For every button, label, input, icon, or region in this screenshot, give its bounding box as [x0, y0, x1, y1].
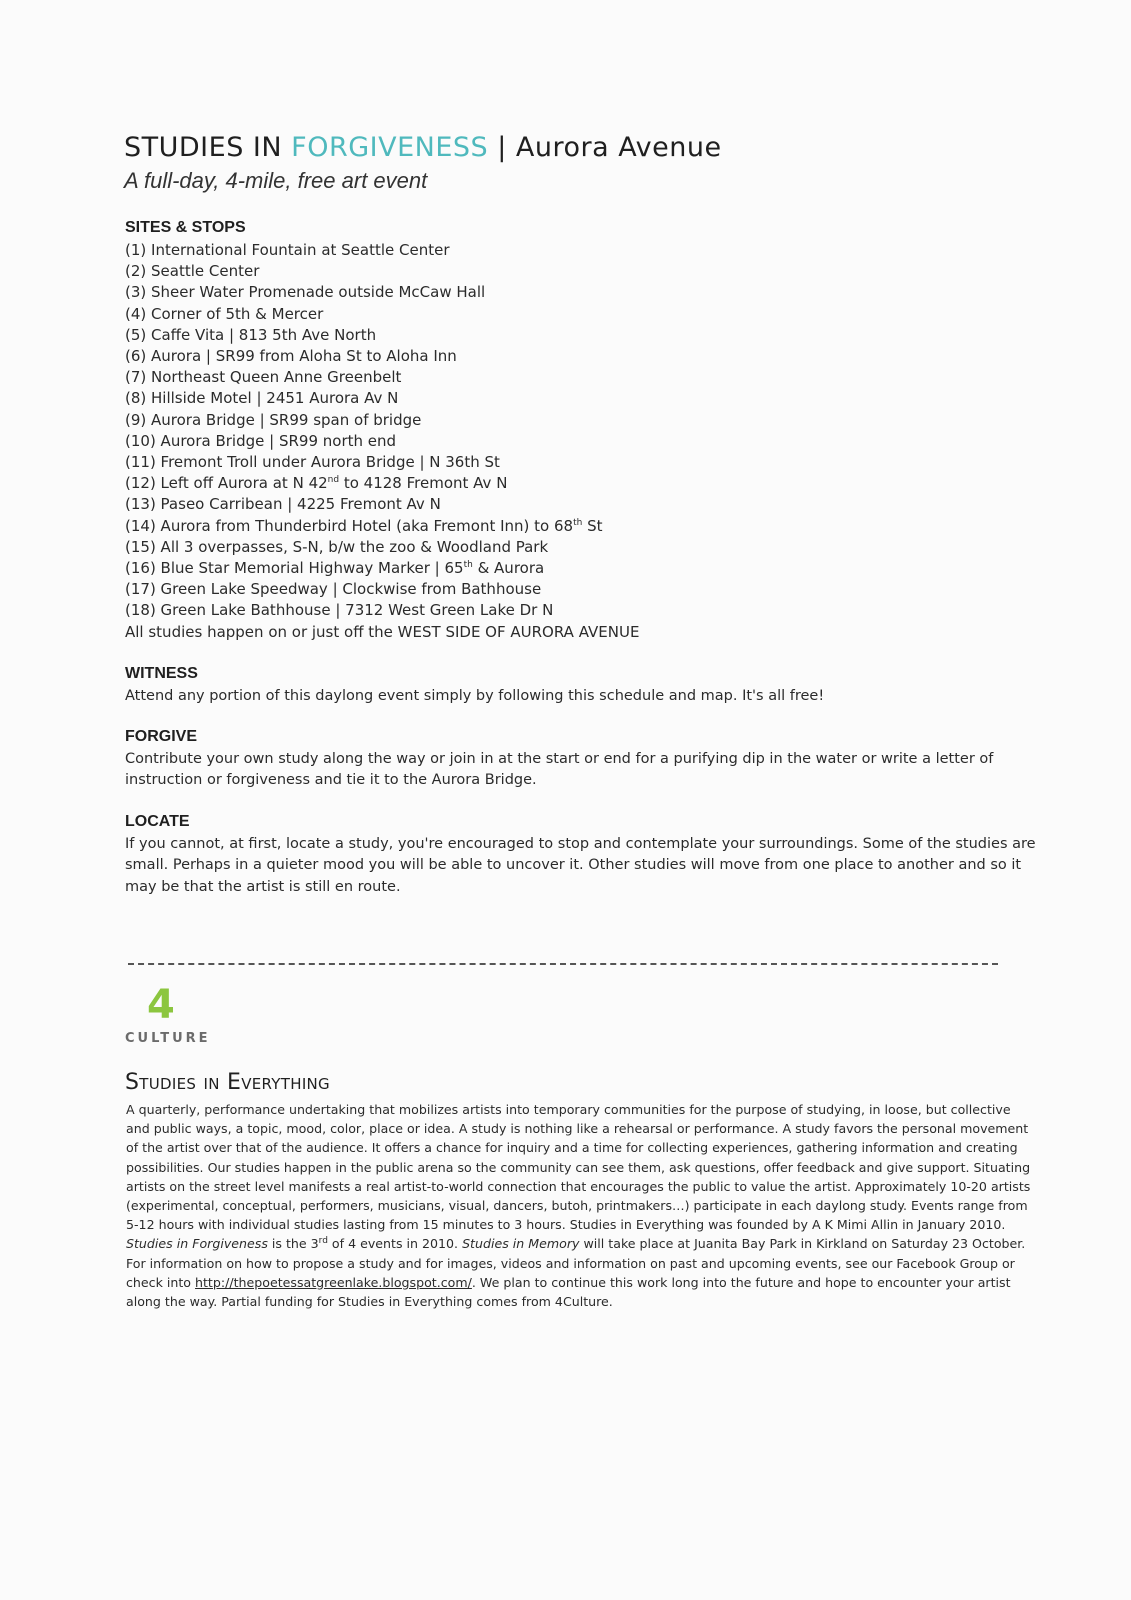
- stop-item: (7) Northeast Queen Anne Greenbelt: [125, 368, 402, 387]
- page-subtitle: A full-day, 4-mile, free art event: [124, 168, 428, 193]
- sites-heading: SITES & STOPS: [125, 219, 246, 236]
- stop-item-16: [125, 558, 1045, 579]
- logo-numeral: 4: [147, 982, 175, 1028]
- forgive-section: [125, 726, 1045, 792]
- locate-text: If you cannot, at first, locate a study, you're encouraged to stop and contemplate your surroundings. Some of the studies are small. Perhaps in a quieter mood you will be able to uncover it. Other studies will move from one place to another and so it may be that the artist is still en route.: [125, 836, 1036, 895]
- logo-word: CULTURE: [125, 1031, 211, 1046]
- title-part-1: STUDIES IN: [124, 132, 292, 163]
- stop-item: (10) Aurora Bridge | SR99 north end: [125, 431, 397, 450]
- witness-section: [125, 663, 1045, 707]
- everything-text-2: is the 3: [267, 1236, 319, 1252]
- stop-item: (9) Aurora Bridge | SR99 span of bridge: [125, 410, 422, 429]
- stop-item-14: [125, 516, 1045, 537]
- stop-item-12: [125, 473, 1045, 494]
- stop-12-text-a: (12) Left off Aurora at N 42: [125, 474, 328, 493]
- stop-item: (1) International Fountain at Seattle Center: [125, 241, 450, 259]
- stop-14-text-b: St: [582, 516, 603, 535]
- stop-item: (8) Hillside Motel | 2451 Aurora Av N: [125, 389, 399, 408]
- everything-text-4: will take place at Juanita Bay Park in Kirkland on Saturday 23 October. For information on how to propose a study and for images, videos and information on past and upcoming events, see our Facebook Group or check into: [126, 1236, 1026, 1290]
- stop-item: (13) Paseo Carribean | 4225 Fremont Av N: [125, 495, 441, 514]
- forgive-heading: FORGIVE: [125, 728, 198, 745]
- everything-italic-memory: Studies in Memory: [462, 1236, 580, 1252]
- stop-item: (15) All 3 overpasses, S-N, b/w the zoo & Woodland Park: [125, 537, 549, 556]
- 4culture-logo: [125, 983, 225, 1053]
- stop-14-text-a: (14) Aurora from Thunderbird Hotel (aka Fremont Inn) to 68: [125, 516, 574, 535]
- stop-item: (5) Caffe Vita | 813 5th Ave North: [125, 325, 377, 344]
- title-accent-forgiveness: FORGIVENESS: [291, 132, 489, 163]
- everything-italic-forgiveness: Studies in Forgiveness: [126, 1236, 268, 1252]
- stop-16-text-b: & Aurora: [472, 559, 545, 578]
- stop-item: (2) Seattle Center: [125, 262, 260, 281]
- dashed-divider: [128, 963, 998, 965]
- stop-item: (18) Green Lake Bathhouse | 7312 West Green Lake Dr N: [125, 601, 554, 620]
- forgive-text: Contribute your own study along the way or join in at the start or end for a purifying dip in the water or write a letter of instruction or forgiveness and tie it to the Aurora Bridge.: [125, 751, 994, 789]
- stop-12-sup: nd: [327, 475, 340, 486]
- stop-item: (6) Aurora | SR99 from Aloha St to Aloha Inn: [125, 347, 457, 366]
- witness-text: Attend any portion of this daylong event simply by following this schedule and map. It's all free!: [125, 688, 825, 704]
- stop-item: (4) Corner of 5th & Mercer: [125, 304, 324, 323]
- everything-text-5: . We plan to continue this work long into the future and hope to encounter your artist along the way. Partial funding for Studies in Everything comes from 4Culture.: [126, 1274, 1011, 1310]
- everything-title: Studies in Everything: [125, 1070, 330, 1095]
- stop-12-text-b: to 4128 Fremont Av N: [339, 474, 508, 493]
- everything-body: [126, 1100, 1036, 1311]
- stops-list: [125, 240, 1045, 643]
- stop-item: (3) Sheer Water Promenade outside McCaw Hall: [125, 283, 486, 302]
- stop-item: (11) Fremont Troll under Aurora Bridge | N 36th St: [125, 453, 500, 472]
- everything-text-1: A quarterly, performance undertaking that mobilizes artists into temporary communities for the purpose of studying, in loose, but collective and public ways, a topic, mood, color, place or idea. A study is nothing like a rehearsal or performance. A study favors the personal movement of the artist over that of the audience. It offers a chance for inquiry and a time for collecting experiences, gathering information and creating possibilities. Our studies happen in the public arena so the community can see them, ask questions, offer feedback and give support. Situating artists on the street level manifests a real artist-to-world connection that encourages the public to value the artist. Approximately 10-20 artists (experimental, conceptual, performers, musicians, visual, dancers, butoh, printmakers…) participate in each daylong study. Events range from 5-12 hours with individual studies lasting from 15 minutes to 3 hours. Studies in Everything was founded by A K Mimi Allin in January 2010.: [126, 1102, 1031, 1233]
- stop-16-sup: th: [463, 560, 473, 571]
- witness-heading: WITNESS: [125, 665, 198, 682]
- blog-link[interactable]: http://thepoetessatgreenlake.blogspot.com/: [195, 1274, 472, 1290]
- locate-heading: LOCATE: [125, 813, 190, 830]
- everything-text-3: of 4 events in 2010.: [327, 1236, 463, 1252]
- stop-16-text-a: (16) Blue Star Memorial Highway Marker | 65: [125, 559, 464, 578]
- sites-section: [125, 217, 1045, 643]
- stops-note: All studies happen on or just off the WEST SIDE OF AURORA AVENUE: [125, 622, 640, 641]
- page-title: [124, 132, 722, 163]
- title-part-2: | Aurora Avenue: [488, 132, 722, 163]
- stop-item: (17) Green Lake Speedway | Clockwise from Bathhouse: [125, 580, 542, 599]
- stop-14-sup: th: [573, 517, 583, 528]
- everything-sup-rd: rd: [318, 1236, 328, 1247]
- locate-section: [125, 811, 1040, 898]
